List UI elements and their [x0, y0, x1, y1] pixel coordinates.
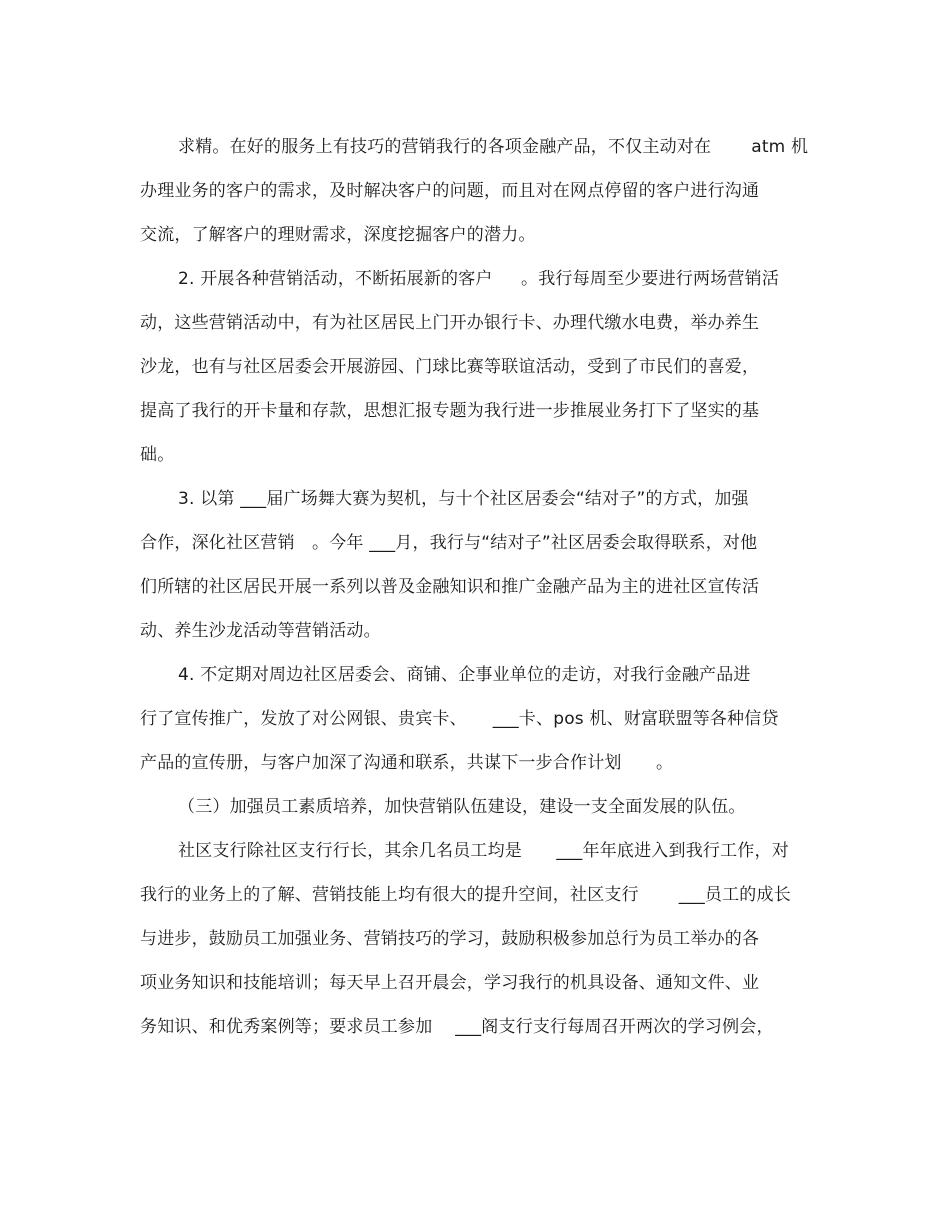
- text-line: 社区支行除社区支行行长，其余几名员工均是 ___年年底进入到我行工作，对: [178, 841, 789, 861]
- text-line: 与进步，鼓励员工加强业务、营销技巧的学习，鼓励积极参加总行为员工举办的各: [140, 929, 760, 949]
- text-line: 础。: [140, 445, 175, 465]
- text-line: 行了宣传推广，发放了对公网银、贵宾卡、 ___卡、pos 机、财富联盟等各种信贷: [140, 709, 779, 729]
- text-line: 2. 开展各种营销活动，不断拓展新的客户 。我行每周至少要进行两场营销活: [178, 269, 780, 289]
- text-line: 项业务知识和技能培训；每天早上召开晨会，学习我行的机具设备、通知文件、业: [140, 973, 760, 993]
- text-line: 合作，深化社区营销 。今年 ___月，我行与“结对子”社区居委会取得联系，对他: [140, 533, 758, 553]
- text-line: 提高了我行的开卡量和存款，思想汇报专题为我行进一步推展业务打下了坚实的基: [140, 401, 760, 421]
- text-line: 们所辖的社区居民开展一系列以普及金融知识和推广金融产品为主的进社区宣传活: [140, 577, 760, 597]
- text-line: 3. 以第 ___届广场舞大赛为契机，与十个社区居委会“结对子”的方式，加强: [178, 489, 749, 509]
- text-line: 动、养生沙龙活动等营销活动。: [140, 621, 381, 641]
- text-line: 我行的业务上的了解、营销技能上均有很大的提升空间，社区支行 ___员工的成长: [140, 885, 791, 905]
- text-line: 沙龙，也有与社区居委会开展游园、门球比赛等联谊活动，受到了市民们的喜爱，: [140, 357, 760, 377]
- text-line: 务知识、和优秀案例等；要求员工参加 ___阁支行支行每周召开两次的学习例会，: [140, 1017, 774, 1037]
- text-line: 办理业务的客户的需求，及时解决客户的问题，而且对在网点停留的客户进行沟通: [140, 181, 760, 201]
- text-line: 4. 不定期对周边社区居委会、商铺、企事业单位的走访，对我行金融产品进: [178, 665, 751, 685]
- text-line: 产品的宣传册，与客户加深了沟通和联系，共谋下一步合作计划 。: [140, 753, 674, 773]
- text-line: 求精。在好的服务上有技巧的营销我行的各项金融产品，不仅主动对在 atm 机: [178, 137, 809, 157]
- text-line: 动，这些营销活动中，有为社区居民上门开办银行卡、办理代缴水电费，举办养生: [140, 313, 760, 333]
- text-line: 交流，了解客户的理财需求，深度挖掘客户的潜力。: [140, 225, 536, 245]
- section-heading: （三）加强员工素质培养，加快营销队伍建设，建设一支全面发展的队伍。: [178, 797, 746, 817]
